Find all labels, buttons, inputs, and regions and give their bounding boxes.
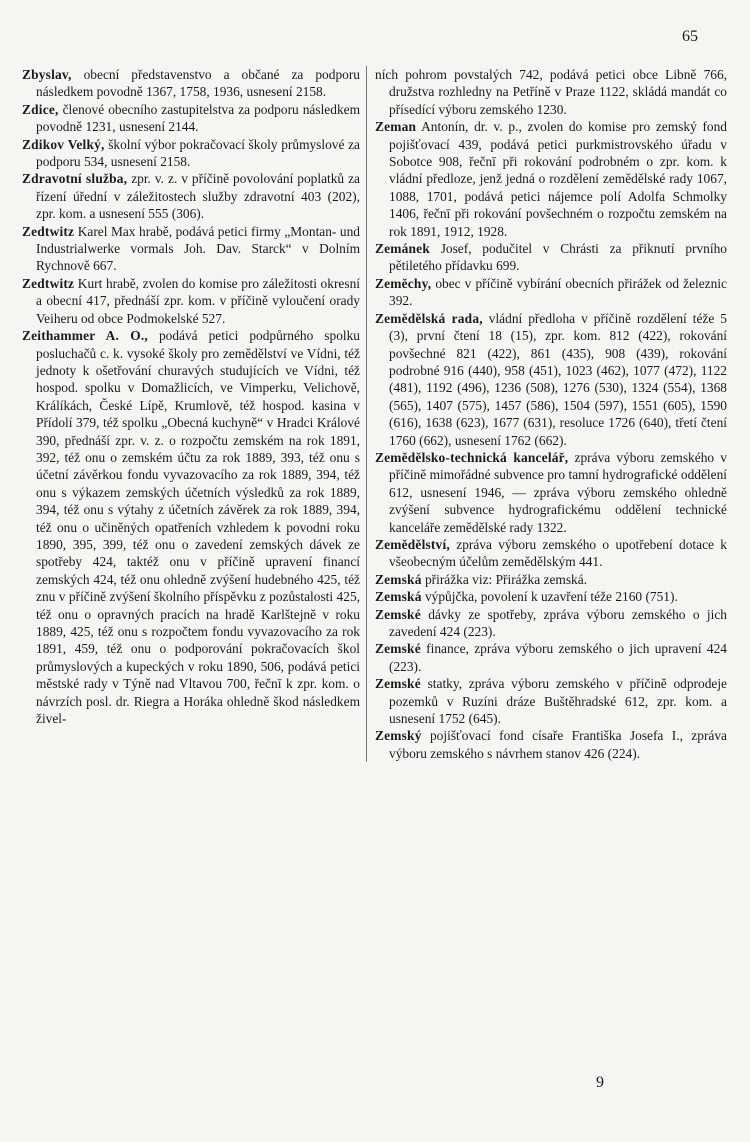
index-entry [22, 66, 360, 101]
entry-headword: Zemské [375, 641, 421, 657]
entry-headword: Zemská [375, 589, 422, 605]
index-entry [375, 118, 727, 240]
page-number: 65 [682, 28, 698, 45]
entry-headword: Zbyslav, [22, 67, 72, 82]
entry-headword: Zdice, [22, 101, 59, 117]
entry-headword: Zemědělství, [375, 536, 450, 552]
entry-text: vládní předloha v příčině rozdělení téže 5 (3), první čtení 18 (15), zpr. kom. 812 (422), rokování povšechné 821 (422), 861 (435), 908 (439), rokování podrobné 916 (440), 958 (451), 1023 (462), 1077 (472), 1122 (481), 1192 (496), 1236 (508), 1276 (530), 1324 (554), 1368 (565), 1407 (575), 1457 (586), 1504 (597), 1551 (605), 1590 (616), 1638 (623), 1677 (631), resoluce 1726 (640), třetí čtení 1760 (662), usnesení 1762 (662). [389, 310, 727, 448]
index-entry [375, 310, 727, 449]
entry-headword: Zemědělská rada, [375, 310, 483, 326]
entry-text: zpráva výboru zemského v příčině mimořádné subvence pro tamní hydrografické oddělení 612, usnesení 1946, — zpráva výboru zemského ohledně zvýšení subvence hydrografickému oddělení technické kanceláře zemědělské rady 1322. [389, 449, 727, 535]
index-entry [375, 275, 727, 310]
entry-headword: Zemský [375, 728, 422, 744]
entry-text: dávky ze spotřeby, zpráva výboru zemského o jich zavedení 424 (223). [389, 606, 727, 639]
index-entry [375, 675, 727, 727]
index-entry [375, 449, 727, 536]
index-entry [375, 640, 727, 675]
entry-headword: Zdravotní služba, [22, 171, 128, 187]
entry-text: obecní představenstvo a občané za podporu následkem povodně 1367, 1758, 1936, usnesení 2158. [36, 67, 360, 100]
entry-headword: Zeměchy, [375, 275, 432, 291]
entry-text: zpr. v. z. v příčině povolování poplatků za řízení úřední v záležitostech služby zdravotní 403 (202), zpr. kom. a usnesení 555 (306). [36, 171, 360, 222]
index-entry [375, 536, 727, 571]
entry-headword: Zemánek [375, 241, 430, 257]
entry-headword: Zeman [375, 119, 417, 135]
entry-headword: Zeithammer A. O., [22, 328, 148, 344]
index-entry [22, 327, 360, 727]
index-entry [375, 240, 727, 275]
right-column [366, 66, 727, 762]
index-entry [375, 588, 727, 605]
index-entry [22, 170, 360, 222]
entry-text: zpráva výboru zemského o upotřebení dotace k všeobecným účelům zemědělským 441. [389, 536, 727, 570]
entry-text: Kurt hrabě, zvolen do komise pro záležitosti okresní a obecní 417, přednáší zpr. kom. v příčině vyloučení orady Veiheru od obce Podmokelské 527. [36, 275, 360, 326]
index-entry [375, 66, 727, 118]
signature-mark: 9 [596, 1074, 604, 1091]
index-entry [22, 101, 360, 136]
index-entry [22, 223, 360, 275]
entry-headword: Zedtwitz [22, 275, 75, 291]
entry-text: Antonín, dr. v. p., zvolen do komise pro zemský fond pojišťovací 439, podává petici purkmistrovského úřadu v Sobotce 908, řečnī při rokování podrobném o zpr. kom. k vládní předloze, jenž jedná o rozdělení zemědělské rady 1067, 1088, 1701, podává petici nájemce polí Adolfa Schmolky 1406, řečnī při rokování povšechném o rozpočtu zemském na rok 1891, 1912, 1928. [389, 119, 728, 239]
entry-headword: Zedtwitz [22, 223, 75, 239]
entry-text: výpůjčka, povolení k uzavření téže 2160 (751). [424, 589, 678, 605]
entry-text: Josef, podučitel v Chrásti za přiknutí prvního pětiletého přídavku 699. [389, 241, 727, 274]
index-entry [375, 571, 727, 588]
entry-headword: Zemské [375, 676, 421, 692]
left-column [22, 66, 360, 727]
entry-headword: Zemědělsko-technická kancelář, [375, 449, 569, 465]
entry-text: finance, zpráva výboru zemského o jich upravení 424 (223). [389, 641, 727, 674]
entry-text: školní výbor pokračovací školy průmyslové za podporu 534, usnesení 2158. [36, 136, 360, 170]
index-entry [22, 275, 360, 327]
index-entry [22, 136, 360, 171]
entry-headword: Zdikov Velký, [22, 136, 105, 152]
index-entry [375, 606, 727, 641]
entry-text: přirážka viz: Přirážka zemská. [424, 571, 588, 587]
entry-text: obec v příčině vybírání obecních přirážek od železnic 392. [389, 275, 727, 309]
entry-headword: Zemská [375, 571, 422, 587]
entry-text: Karel Max hrabě, podává petici firmy „Montan- und Industrialwerke vormals Joh. Dav. Starck“ v Dolním Rychnově 667. [36, 223, 360, 274]
entry-text: pojišťovací fond císaře Františka Josefa I., zpráva výboru zemského s návrhem stanov 426 (224). [389, 728, 727, 761]
entry-text: ních pohrom povstalých 742, podává petici obce Libně 766, družstva rozhledny na Petříně v Praze 1122, skládá mandát co přísedící výboru zemského 1230. [375, 67, 727, 117]
index-entry [375, 727, 727, 762]
entry-text: statky, zpráva výboru zemského v příčině odprodeje pozemků v Ruzíni dráze Buštěhradské 612, zpr. kom. a usnesení 1752 (645). [389, 676, 727, 727]
entry-text: členové obecního zastupitelstva za podporu následkem povodně 1231, usnesení 2144. [36, 101, 360, 135]
entry-text: podává petici podpůrného spolku posluchačů c. k. vysoké školy pro zemědělství ve Vídni, též jednoty k ošetřování churavých studujících ve Vídni, též hospod. spolku v Domažlicích, ve Vimperku, Velichově, Králíkách, České Lípě, Krumlově, též hospod. kasina v Přídolí 379, též spolku „Obecná kuchyně“ v Hradci Králové 390, přednáší zpr. v. z. o rozpočtu zemském na rok 1891, 392, též onu o zemském účtu za rok 1889, 393, též onu s účetní závěrkou fondu vyvazovacího za rok 1889, 394, též onu s výkazem zemských účetních výsledků za rok 1889, 394, též onu s výtahy z účetních závěrek za rok 1889, 394, též onu o učiněných opatřeních vzhledem k povodni roku 1890, 395, 399, též onu o zavedení zemských dávek ze spotřeby 424, taktéž onu v příčině upravení financí zemských 424, též onu ohledně zvýšení hudebného 425, též znu v příčině zvýšení školního příspěvku z pozůstalosti 425, též onu o opravných pracích na hradě Karlštejně v roku 1889, 425, též onu s rozpočtem fondu vyvazovacího za rok 1891, 459, též onu o podporování pokračovacích škol průmyslových a kupeckých v roku 1890, 506, podává petici městské rady v Týně nad Vltavou 700, řečnī k zpr. kom. o návrzích posl. dr. Riegra a Horáka ohledně škod následkem živel- [36, 328, 360, 727]
entry-headword: Zemské [375, 606, 421, 622]
